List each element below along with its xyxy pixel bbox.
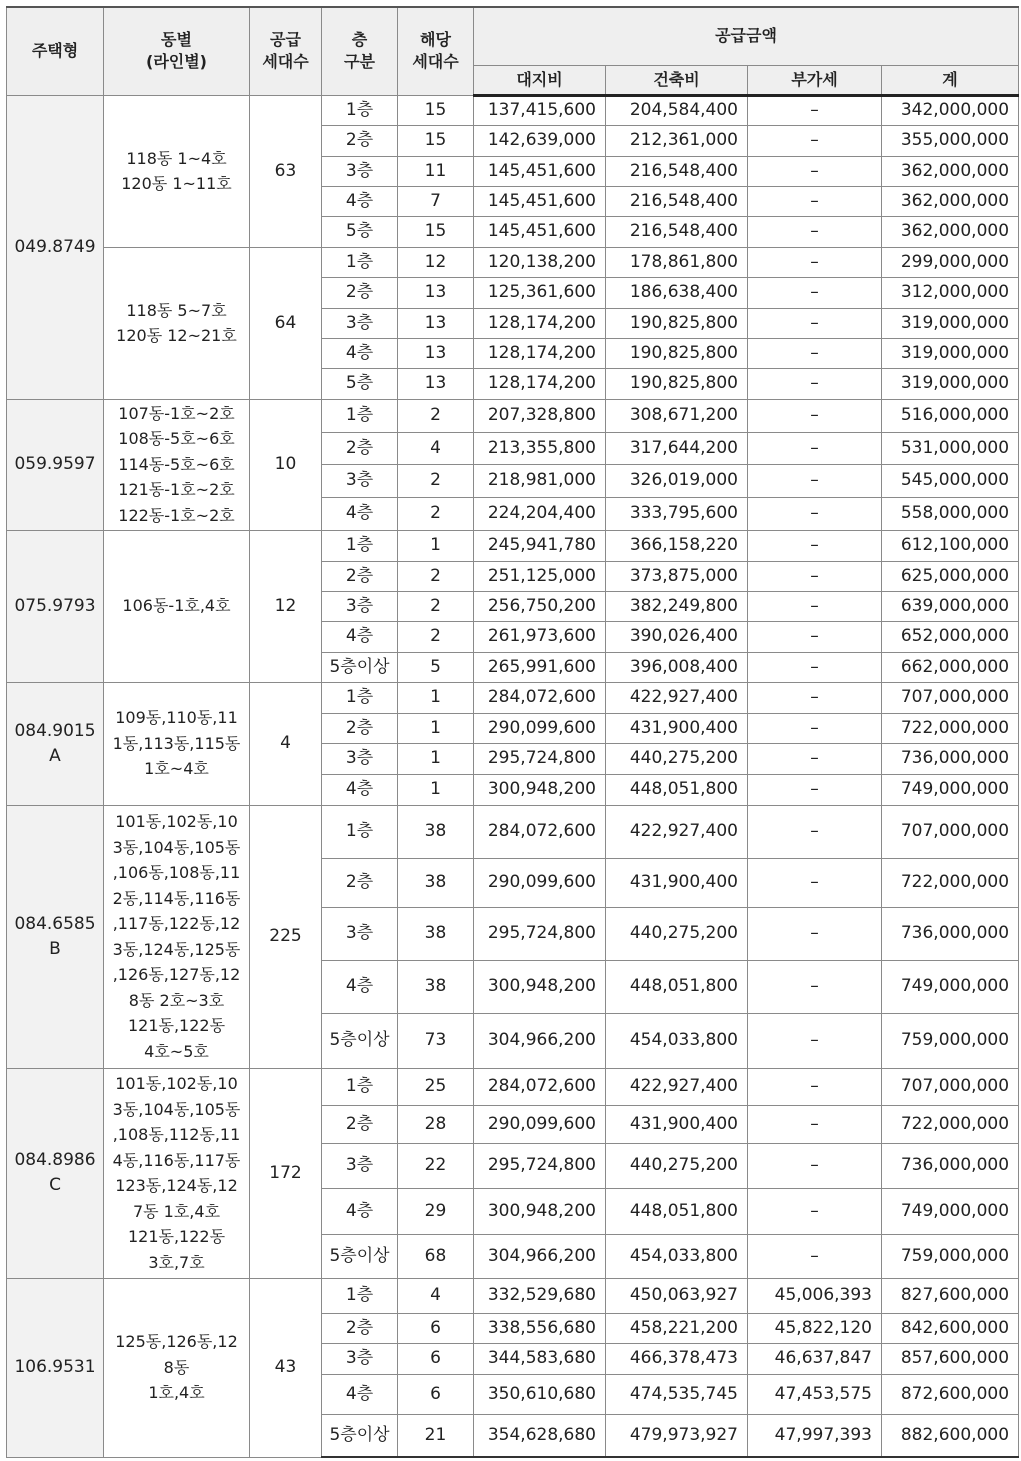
floor-units-cell: 2 bbox=[398, 561, 474, 591]
floor-cell: 1층 bbox=[322, 95, 398, 125]
land-cost-cell: 207,328,800 bbox=[474, 399, 606, 432]
supply-units-cell: 64 bbox=[250, 247, 322, 399]
building-cost-cell: 216,548,400 bbox=[606, 156, 748, 186]
header-floor: 층 구분 bbox=[322, 7, 398, 95]
total-cell: 736,000,000 bbox=[882, 743, 1019, 774]
floor-cell: 2층 bbox=[322, 561, 398, 591]
vat-cell: – bbox=[748, 95, 882, 125]
floor-cell: 1층 bbox=[322, 805, 398, 858]
floor-units-cell: 7 bbox=[398, 186, 474, 216]
total-cell: 827,600,000 bbox=[882, 1278, 1019, 1313]
land-cost-cell: 295,724,800 bbox=[474, 907, 606, 960]
total-cell: 558,000,000 bbox=[882, 497, 1019, 530]
building-cost-cell: 216,548,400 bbox=[606, 186, 748, 216]
building-cost-cell: 422,927,400 bbox=[606, 1068, 748, 1105]
total-cell: 759,000,000 bbox=[882, 1013, 1019, 1068]
land-cost-cell: 251,125,000 bbox=[474, 561, 606, 591]
floor-units-cell: 2 bbox=[398, 497, 474, 530]
building-cost-cell: 382,249,800 bbox=[606, 591, 748, 621]
supply-units-cell: 63 bbox=[250, 95, 322, 247]
land-cost-cell: 295,724,800 bbox=[474, 743, 606, 774]
building-cost-cell: 204,584,400 bbox=[606, 95, 748, 125]
building-cost-cell: 454,033,800 bbox=[606, 1234, 748, 1278]
total-cell: 639,000,000 bbox=[882, 591, 1019, 621]
vat-cell: – bbox=[748, 338, 882, 368]
total-cell: 749,000,000 bbox=[882, 774, 1019, 805]
dong-line-cell: 107동-1호~2호 108동-5호~6호 114동-5호~6호 121동-1호~2호 122동-1호~2호 bbox=[104, 399, 250, 530]
supply-units-cell: 4 bbox=[250, 682, 322, 805]
vat-cell: – bbox=[748, 432, 882, 464]
building-cost-cell: 450,063,927 bbox=[606, 1278, 748, 1313]
floor-cell: 3층 bbox=[322, 591, 398, 621]
header-dong: 동별 (라인별) bbox=[104, 7, 250, 95]
floor-units-cell: 1 bbox=[398, 530, 474, 561]
land-cost-cell: 142,639,000 bbox=[474, 125, 606, 156]
floor-units-cell: 6 bbox=[398, 1343, 474, 1374]
floor-cell: 1층 bbox=[322, 247, 398, 277]
table-row bbox=[7, 247, 1019, 277]
floor-cell: 3층 bbox=[322, 308, 398, 338]
building-cost-cell: 366,158,220 bbox=[606, 530, 748, 561]
supply-units-cell: 10 bbox=[250, 399, 322, 530]
total-cell: 872,600,000 bbox=[882, 1374, 1019, 1414]
vat-cell: – bbox=[748, 399, 882, 432]
total-cell: 759,000,000 bbox=[882, 1234, 1019, 1278]
total-cell: 362,000,000 bbox=[882, 186, 1019, 216]
vat-cell: – bbox=[748, 464, 882, 497]
floor-units-cell: 38 bbox=[398, 858, 474, 907]
vat-cell: – bbox=[748, 621, 882, 652]
floor-cell: 5층 bbox=[322, 368, 398, 399]
building-cost-cell: 317,644,200 bbox=[606, 432, 748, 464]
floor-cell: 2층 bbox=[322, 277, 398, 308]
vat-cell: – bbox=[748, 497, 882, 530]
floor-cell: 3층 bbox=[322, 156, 398, 186]
floor-cell: 1층 bbox=[322, 1278, 398, 1313]
vat-cell: – bbox=[748, 308, 882, 338]
floor-units-cell: 22 bbox=[398, 1143, 474, 1188]
land-cost-cell: 213,355,800 bbox=[474, 432, 606, 464]
header-vat: 부가세 bbox=[748, 65, 882, 95]
price-table-container bbox=[6, 6, 1019, 1458]
floor-units-cell: 15 bbox=[398, 216, 474, 247]
floor-cell: 5층이상 bbox=[322, 652, 398, 682]
table-row bbox=[7, 1068, 1019, 1105]
floor-units-cell: 4 bbox=[398, 432, 474, 464]
header-supply-amount: 공급금액 bbox=[474, 7, 1019, 65]
total-cell: 362,000,000 bbox=[882, 216, 1019, 247]
total-cell: 882,600,000 bbox=[882, 1414, 1019, 1457]
building-cost-cell: 466,378,473 bbox=[606, 1343, 748, 1374]
total-cell: 707,000,000 bbox=[882, 1068, 1019, 1105]
housing-type-cell: 084.9015 A bbox=[7, 682, 104, 805]
floor-units-cell: 2 bbox=[398, 621, 474, 652]
table-row bbox=[7, 399, 1019, 432]
vat-cell: – bbox=[748, 743, 882, 774]
land-cost-cell: 304,966,200 bbox=[474, 1234, 606, 1278]
building-cost-cell: 422,927,400 bbox=[606, 805, 748, 858]
dong-line-cell: 125동,126동,12 8동 1호,4호 bbox=[104, 1278, 250, 1457]
floor-cell: 4층 bbox=[322, 338, 398, 368]
building-cost-cell: 178,861,800 bbox=[606, 247, 748, 277]
land-cost-cell: 218,981,000 bbox=[474, 464, 606, 497]
header-type: 주택형 bbox=[7, 7, 104, 95]
floor-units-cell: 2 bbox=[398, 591, 474, 621]
vat-cell: – bbox=[748, 1105, 882, 1143]
land-cost-cell: 261,973,600 bbox=[474, 621, 606, 652]
floor-cell: 5층이상 bbox=[322, 1013, 398, 1068]
floor-units-cell: 2 bbox=[398, 399, 474, 432]
supply-units-cell: 43 bbox=[250, 1278, 322, 1457]
building-cost-cell: 396,008,400 bbox=[606, 652, 748, 682]
building-cost-cell: 474,535,745 bbox=[606, 1374, 748, 1414]
floor-cell: 2층 bbox=[322, 125, 398, 156]
land-cost-cell: 125,361,600 bbox=[474, 277, 606, 308]
total-cell: 749,000,000 bbox=[882, 1188, 1019, 1234]
floor-units-cell: 13 bbox=[398, 308, 474, 338]
land-cost-cell: 354,628,680 bbox=[474, 1414, 606, 1457]
land-cost-cell: 295,724,800 bbox=[474, 1143, 606, 1188]
header-total: 계 bbox=[882, 65, 1019, 95]
building-cost-cell: 440,275,200 bbox=[606, 743, 748, 774]
land-cost-cell: 265,991,600 bbox=[474, 652, 606, 682]
floor-units-cell: 1 bbox=[398, 743, 474, 774]
floor-cell: 1층 bbox=[322, 682, 398, 713]
building-cost-cell: 431,900,400 bbox=[606, 713, 748, 743]
floor-cell: 4층 bbox=[322, 621, 398, 652]
vat-cell: – bbox=[748, 247, 882, 277]
land-cost-cell: 145,451,600 bbox=[474, 156, 606, 186]
building-cost-cell: 186,638,400 bbox=[606, 277, 748, 308]
land-cost-cell: 120,138,200 bbox=[474, 247, 606, 277]
total-cell: 299,000,000 bbox=[882, 247, 1019, 277]
floor-cell: 3층 bbox=[322, 907, 398, 960]
floor-units-cell: 2 bbox=[398, 464, 474, 497]
vat-cell: – bbox=[748, 682, 882, 713]
floor-units-cell: 73 bbox=[398, 1013, 474, 1068]
floor-cell: 3층 bbox=[322, 743, 398, 774]
vat-cell: – bbox=[748, 530, 882, 561]
building-cost-cell: 190,825,800 bbox=[606, 338, 748, 368]
table-row bbox=[7, 95, 1019, 125]
dong-line-cell: 118동 1~4호 120동 1~11호 bbox=[104, 95, 250, 247]
floor-cell: 4층 bbox=[322, 774, 398, 805]
land-cost-cell: 284,072,600 bbox=[474, 1068, 606, 1105]
housing-type-cell: 106.9531 bbox=[7, 1278, 104, 1457]
land-cost-cell: 128,174,200 bbox=[474, 338, 606, 368]
land-cost-cell: 256,750,200 bbox=[474, 591, 606, 621]
total-cell: 736,000,000 bbox=[882, 1143, 1019, 1188]
vat-cell: – bbox=[748, 156, 882, 186]
floor-cell: 2층 bbox=[322, 713, 398, 743]
vat-cell: – bbox=[748, 713, 882, 743]
building-cost-cell: 333,795,600 bbox=[606, 497, 748, 530]
floor-units-cell: 6 bbox=[398, 1374, 474, 1414]
vat-cell: – bbox=[748, 368, 882, 399]
dong-line-cell: 118동 5~7호 120동 12~21호 bbox=[104, 247, 250, 399]
vat-cell: 47,453,575 bbox=[748, 1374, 882, 1414]
floor-units-cell: 38 bbox=[398, 907, 474, 960]
table-row bbox=[7, 682, 1019, 713]
floor-units-cell: 21 bbox=[398, 1414, 474, 1457]
land-cost-cell: 338,556,680 bbox=[474, 1313, 606, 1343]
total-cell: 722,000,000 bbox=[882, 713, 1019, 743]
supply-price-table bbox=[6, 6, 1019, 1458]
vat-cell: – bbox=[748, 186, 882, 216]
floor-units-cell: 4 bbox=[398, 1278, 474, 1313]
building-cost-cell: 431,900,400 bbox=[606, 1105, 748, 1143]
floor-cell: 4층 bbox=[322, 497, 398, 530]
total-cell: 319,000,000 bbox=[882, 368, 1019, 399]
total-cell: 612,100,000 bbox=[882, 530, 1019, 561]
land-cost-cell: 245,941,780 bbox=[474, 530, 606, 561]
total-cell: 531,000,000 bbox=[882, 432, 1019, 464]
floor-units-cell: 38 bbox=[398, 805, 474, 858]
vat-cell: – bbox=[748, 125, 882, 156]
land-cost-cell: 145,451,600 bbox=[474, 216, 606, 247]
total-cell: 319,000,000 bbox=[882, 308, 1019, 338]
total-cell: 362,000,000 bbox=[882, 156, 1019, 186]
total-cell: 342,000,000 bbox=[882, 95, 1019, 125]
dong-line-cell: 106동-1호,4호 bbox=[104, 530, 250, 682]
housing-type-cell: 075.9793 bbox=[7, 530, 104, 682]
total-cell: 516,000,000 bbox=[882, 399, 1019, 432]
floor-units-cell: 1 bbox=[398, 713, 474, 743]
vat-cell: 46,637,847 bbox=[748, 1343, 882, 1374]
land-cost-cell: 304,966,200 bbox=[474, 1013, 606, 1068]
table-row bbox=[7, 530, 1019, 561]
vat-cell: – bbox=[748, 1013, 882, 1068]
land-cost-cell: 290,099,600 bbox=[474, 858, 606, 907]
total-cell: 545,000,000 bbox=[882, 464, 1019, 497]
land-cost-cell: 350,610,680 bbox=[474, 1374, 606, 1414]
total-cell: 652,000,000 bbox=[882, 621, 1019, 652]
floor-cell: 2층 bbox=[322, 1313, 398, 1343]
land-cost-cell: 128,174,200 bbox=[474, 308, 606, 338]
building-cost-cell: 212,361,000 bbox=[606, 125, 748, 156]
vat-cell: 45,822,120 bbox=[748, 1313, 882, 1343]
land-cost-cell: 284,072,600 bbox=[474, 682, 606, 713]
floor-units-cell: 1 bbox=[398, 682, 474, 713]
supply-units-cell: 225 bbox=[250, 805, 322, 1068]
total-cell: 722,000,000 bbox=[882, 1105, 1019, 1143]
land-cost-cell: 145,451,600 bbox=[474, 186, 606, 216]
floor-units-cell: 68 bbox=[398, 1234, 474, 1278]
floor-cell: 5층 bbox=[322, 216, 398, 247]
building-cost-cell: 190,825,800 bbox=[606, 368, 748, 399]
floor-units-cell: 13 bbox=[398, 368, 474, 399]
total-cell: 722,000,000 bbox=[882, 858, 1019, 907]
land-cost-cell: 344,583,680 bbox=[474, 1343, 606, 1374]
building-cost-cell: 216,548,400 bbox=[606, 216, 748, 247]
building-cost-cell: 479,973,927 bbox=[606, 1414, 748, 1457]
land-cost-cell: 224,204,400 bbox=[474, 497, 606, 530]
table-row bbox=[7, 805, 1019, 858]
table-header bbox=[7, 7, 1019, 95]
vat-cell: – bbox=[748, 1143, 882, 1188]
building-cost-cell: 431,900,400 bbox=[606, 858, 748, 907]
floor-cell: 4층 bbox=[322, 186, 398, 216]
floor-cell: 3층 bbox=[322, 1143, 398, 1188]
vat-cell: – bbox=[748, 591, 882, 621]
floor-cell: 5층이상 bbox=[322, 1234, 398, 1278]
dong-line-cell: 101동,102동,10 3동,104동,105동 ,106동,108동,11 2동,114동,116동 ,117동,122동,12 3동,124동,125동 ,126동,127동,12 8동 2호~3호 121동,122동 4호~5호 bbox=[104, 805, 250, 1068]
vat-cell: – bbox=[748, 561, 882, 591]
floor-units-cell: 25 bbox=[398, 1068, 474, 1105]
building-cost-cell: 440,275,200 bbox=[606, 1143, 748, 1188]
floor-cell: 5층이상 bbox=[322, 1414, 398, 1457]
total-cell: 736,000,000 bbox=[882, 907, 1019, 960]
floor-units-cell: 1 bbox=[398, 774, 474, 805]
vat-cell: – bbox=[748, 907, 882, 960]
building-cost-cell: 454,033,800 bbox=[606, 1013, 748, 1068]
land-cost-cell: 300,948,200 bbox=[474, 774, 606, 805]
total-cell: 707,000,000 bbox=[882, 805, 1019, 858]
building-cost-cell: 326,019,000 bbox=[606, 464, 748, 497]
housing-type-cell: 084.6585 B bbox=[7, 805, 104, 1068]
floor-cell: 2층 bbox=[322, 1105, 398, 1143]
floor-units-cell: 28 bbox=[398, 1105, 474, 1143]
floor-cell: 1층 bbox=[322, 399, 398, 432]
total-cell: 625,000,000 bbox=[882, 561, 1019, 591]
floor-units-cell: 38 bbox=[398, 960, 474, 1013]
land-cost-cell: 300,948,200 bbox=[474, 960, 606, 1013]
header-building: 건축비 bbox=[606, 65, 748, 95]
total-cell: 662,000,000 bbox=[882, 652, 1019, 682]
vat-cell: – bbox=[748, 216, 882, 247]
building-cost-cell: 308,671,200 bbox=[606, 399, 748, 432]
supply-units-cell: 172 bbox=[250, 1068, 322, 1278]
vat-cell: – bbox=[748, 277, 882, 308]
vat-cell: – bbox=[748, 858, 882, 907]
floor-cell: 4층 bbox=[322, 1374, 398, 1414]
building-cost-cell: 458,221,200 bbox=[606, 1313, 748, 1343]
floor-units-cell: 6 bbox=[398, 1313, 474, 1343]
land-cost-cell: 137,415,600 bbox=[474, 95, 606, 125]
floor-units-cell: 13 bbox=[398, 338, 474, 368]
land-cost-cell: 290,099,600 bbox=[474, 1105, 606, 1143]
table-row bbox=[7, 1278, 1019, 1313]
building-cost-cell: 440,275,200 bbox=[606, 907, 748, 960]
total-cell: 749,000,000 bbox=[882, 960, 1019, 1013]
building-cost-cell: 422,927,400 bbox=[606, 682, 748, 713]
floor-cell: 4층 bbox=[322, 960, 398, 1013]
vat-cell: 47,997,393 bbox=[748, 1414, 882, 1457]
floor-units-cell: 12 bbox=[398, 247, 474, 277]
floor-units-cell: 29 bbox=[398, 1188, 474, 1234]
total-cell: 707,000,000 bbox=[882, 682, 1019, 713]
land-cost-cell: 332,529,680 bbox=[474, 1278, 606, 1313]
dong-line-cell: 101동,102동,10 3동,104동,105동 ,108동,112동,11 4동,116동,117동 123동,124동,12 7동 1호,4호 121동,122동 3호,7호 bbox=[104, 1068, 250, 1278]
vat-cell: 45,006,393 bbox=[748, 1278, 882, 1313]
building-cost-cell: 448,051,800 bbox=[606, 960, 748, 1013]
land-cost-cell: 290,099,600 bbox=[474, 713, 606, 743]
supply-units-cell: 12 bbox=[250, 530, 322, 682]
land-cost-cell: 128,174,200 bbox=[474, 368, 606, 399]
header-supply-units: 공급 세대수 bbox=[250, 7, 322, 95]
floor-units-cell: 5 bbox=[398, 652, 474, 682]
floor-cell: 2층 bbox=[322, 432, 398, 464]
housing-type-cell: 049.8749 bbox=[7, 95, 104, 399]
vat-cell: – bbox=[748, 805, 882, 858]
vat-cell: – bbox=[748, 1234, 882, 1278]
total-cell: 842,600,000 bbox=[882, 1313, 1019, 1343]
vat-cell: – bbox=[748, 774, 882, 805]
land-cost-cell: 300,948,200 bbox=[474, 1188, 606, 1234]
vat-cell: – bbox=[748, 960, 882, 1013]
floor-cell: 1층 bbox=[322, 1068, 398, 1105]
floor-units-cell: 15 bbox=[398, 125, 474, 156]
building-cost-cell: 448,051,800 bbox=[606, 774, 748, 805]
vat-cell: – bbox=[748, 652, 882, 682]
housing-type-cell: 084.8986 C bbox=[7, 1068, 104, 1278]
housing-type-cell: 059.9597 bbox=[7, 399, 104, 530]
floor-cell: 2층 bbox=[322, 858, 398, 907]
floor-units-cell: 15 bbox=[398, 95, 474, 125]
floor-cell: 4층 bbox=[322, 1188, 398, 1234]
building-cost-cell: 373,875,000 bbox=[606, 561, 748, 591]
total-cell: 319,000,000 bbox=[882, 338, 1019, 368]
floor-units-cell: 13 bbox=[398, 277, 474, 308]
vat-cell: – bbox=[748, 1068, 882, 1105]
building-cost-cell: 448,051,800 bbox=[606, 1188, 748, 1234]
header-land: 대지비 bbox=[474, 65, 606, 95]
header-floor-units: 해당 세대수 bbox=[398, 7, 474, 95]
total-cell: 857,600,000 bbox=[882, 1343, 1019, 1374]
table-body bbox=[7, 95, 1019, 1457]
vat-cell: – bbox=[748, 1188, 882, 1234]
floor-cell: 3층 bbox=[322, 464, 398, 497]
dong-line-cell: 109동,110동,11 1동,113동,115동 1호~4호 bbox=[104, 682, 250, 805]
land-cost-cell: 284,072,600 bbox=[474, 805, 606, 858]
total-cell: 312,000,000 bbox=[882, 277, 1019, 308]
building-cost-cell: 190,825,800 bbox=[606, 308, 748, 338]
total-cell: 355,000,000 bbox=[882, 125, 1019, 156]
floor-units-cell: 11 bbox=[398, 156, 474, 186]
building-cost-cell: 390,026,400 bbox=[606, 621, 748, 652]
floor-cell: 1층 bbox=[322, 530, 398, 561]
floor-cell: 3층 bbox=[322, 1343, 398, 1374]
